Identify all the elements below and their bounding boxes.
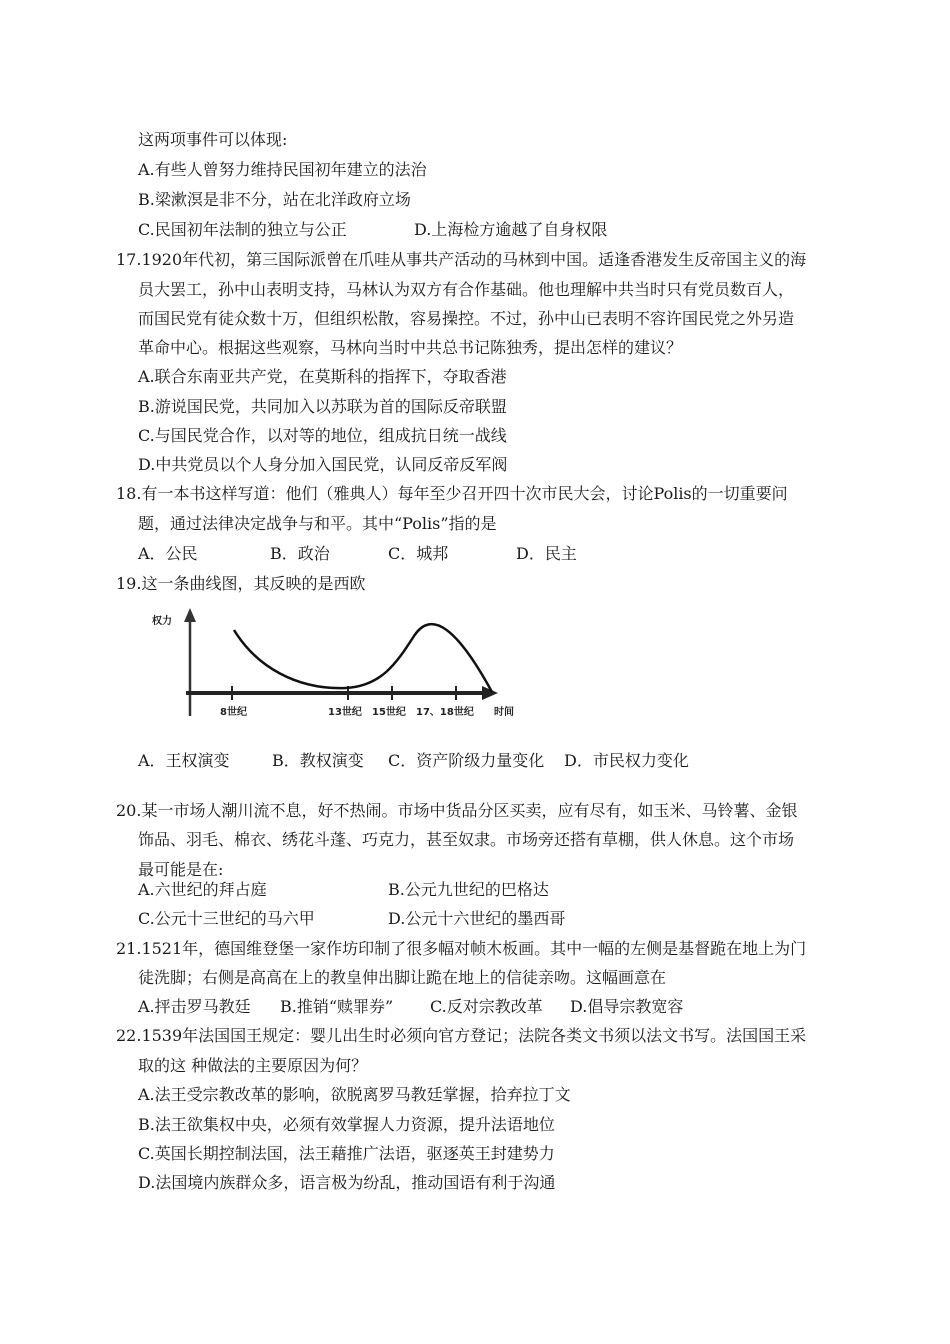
- q19-option-b: B．教权演变: [272, 751, 364, 770]
- q21-option-b: B.推销“赎罪券”: [280, 997, 394, 1016]
- q21-line-1: 21.1521年，德国维登堡一家作坊印制了很多幅对帧木板画。其中一幅的左侧是基督跪在地上为门: [116, 939, 807, 958]
- q20-line-2: 饰品、羽毛、棉衣、绣花斗蓬、巧克力，甚至奴隶。市场旁还搭有草棚，供人休息。这个市场: [138, 830, 795, 849]
- q16-option-c: C.民国初年法制的独立与公正: [138, 220, 347, 239]
- q16-option-a: A.有些人曾努力维持民国初年建立的法治: [138, 160, 427, 179]
- q20-option-c: C.公元十三世纪的马六甲: [138, 909, 315, 928]
- q20-option-a: A.六世纪的拜占庭: [138, 880, 267, 899]
- q17-line-3: 而国民党有徒众数十万，但组织松散，容易操控。不过，孙中山已表明不容许国民党之外另造: [138, 309, 795, 328]
- q22-option-d: D.法国境内族群众多，语言极为纷乱，推动国语有利于沟通: [138, 1173, 556, 1192]
- q18-line-2: 题，通过法律决定战争与和平。其中“Polis”指的是: [138, 514, 497, 533]
- power-curve-figure: [146, 604, 526, 724]
- q16-option-b: B.梁漱溟是非不分，站在北洋政府立场: [138, 190, 411, 209]
- q18-option-a: A．公民: [138, 544, 198, 563]
- q20-line-1: 20.某一市场人潮川流不息，好不热闹。市场中货品分区买卖，应有尽有，如玉米、马铃薯、金银: [116, 801, 798, 820]
- q19-option-c: C．资产阶级力量变化: [388, 751, 545, 770]
- q17-option-b: B.游说国民党，共同加入以苏联为首的国际反帝联盟: [138, 397, 507, 416]
- y-axis-arrow: [184, 608, 196, 622]
- q18-line-1: 18.有一本书这样写道：他们（雅典人）每年至少召开四十次市民大会，讨论Polis的一切重要问: [116, 484, 788, 503]
- q21-option-c: C.反对宗教改革: [430, 997, 543, 1016]
- q17-option-a: A.联合东南亚共产党，在莫斯科的指挥下，夺取香港: [138, 367, 507, 386]
- q22-option-c: C.英国长期控制法国，法王藉推广法语，驱逐英王封建势力: [138, 1144, 555, 1163]
- q19-stem: 19.这一条曲线图，其反映的是西欧: [116, 574, 366, 593]
- q20-option-d: D.公元十六世纪的墨西哥: [388, 909, 566, 928]
- q18-option-b: B．政治: [270, 544, 330, 563]
- y-axis-label: 权力: [152, 616, 172, 627]
- q16-option-d: D.上海检方逾越了自身权限: [414, 220, 608, 239]
- q22-option-a: A.法王受宗教改革的影响，欲脱离罗马教廷掌握，拾弃拉丁文: [138, 1085, 571, 1104]
- q20-option-b: B.公元九世纪的巴格达: [388, 880, 549, 899]
- q19-option-d: D．市民权力变化: [564, 751, 689, 770]
- power-curve-svg: [146, 604, 526, 724]
- q22-option-b: B.法王欲集权中央，必须有效掌握人力资源，提升法语地位: [138, 1115, 555, 1134]
- q17-line-1: 17.1920年代初，第三国际派曾在爪哇从事共产活动的马林到中国。适逢香港发生反帝国主义的海: [116, 250, 807, 269]
- q22-line-1: 22.1539年法国国王规定：婴儿出生时必须向官方登记；法院各类文书须以法文书写。法国国王采: [116, 1026, 807, 1045]
- tick-label-17-18: 17、18世纪: [416, 707, 474, 718]
- q20-line-3: 最可能是在:: [138, 860, 224, 879]
- q21-line-2: 徒洗脚；右侧是高高在上的教皇伸出脚让跪在地上的信徒亲吻。这幅画意在: [138, 968, 667, 987]
- q21-option-a: A.抨击罗马教廷: [138, 997, 251, 1016]
- q19-option-a: A．王权演变: [138, 751, 230, 770]
- q17-option-d: D.中共党员以个人身分加入国民党，认同反帝反军阀: [138, 455, 508, 474]
- tick-label-13: 13世纪: [328, 707, 362, 718]
- q17-option-c: C.与国民党合作，以对等的地位，组成抗日统一战线: [138, 426, 507, 445]
- q17-line-4: 革命中心。根据这些观察，马林向当时中共总书记陈独秀，提出怎样的建议？: [138, 338, 683, 357]
- q21-option-d: D.倡导宗教宽容: [570, 997, 684, 1016]
- x-axis-label: 时间: [494, 707, 514, 718]
- q18-option-d: D．民主: [516, 544, 577, 563]
- q16-stem-tail: 这两项事件可以体现:: [138, 130, 288, 149]
- q22-line-2: 取的这 种做法的主要原因为何？: [138, 1056, 368, 1075]
- q18-option-c: C．城邦: [388, 544, 449, 563]
- q17-line-2: 员大罢工，孙中山表明支持，马林认为双方有合作基础。他也理解中共当时只有党员数百人，: [138, 280, 795, 299]
- power-curve: [234, 624, 492, 692]
- tick-label-15: 15世纪: [372, 707, 406, 718]
- tick-label-8: 8世纪: [220, 707, 247, 718]
